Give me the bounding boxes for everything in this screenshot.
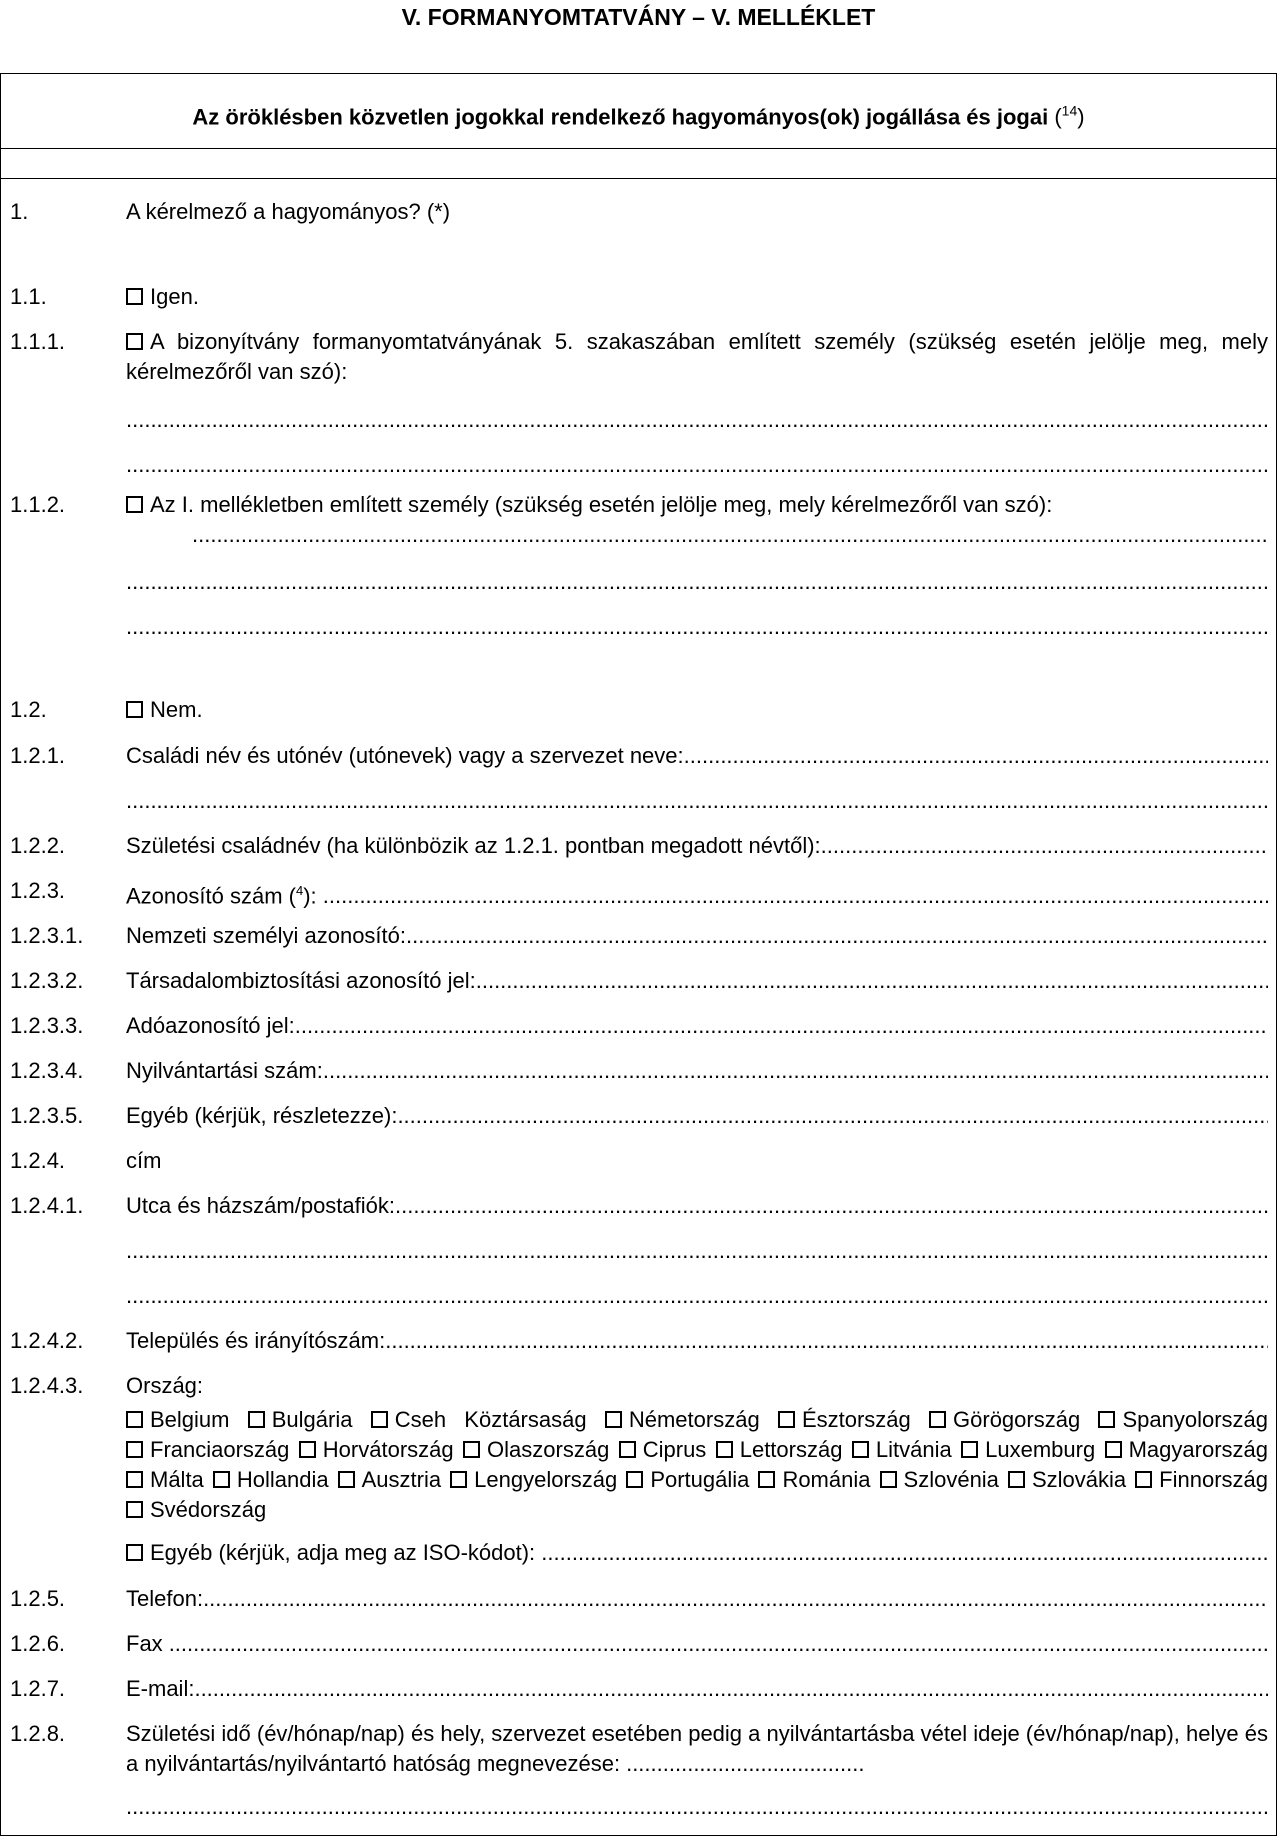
item-number: 1.2.3.2. <box>10 968 84 993</box>
checkbox-other-country[interactable] <box>126 1544 143 1561</box>
country-option[interactable] <box>463 1437 609 1462</box>
country-checkbox[interactable] <box>619 1441 636 1458</box>
country-option[interactable] <box>619 1437 707 1462</box>
dotted-field[interactable] <box>126 520 1268 550</box>
dotted-field[interactable] <box>126 1236 1268 1266</box>
country-label: Finnország <box>1159 1467 1269 1492</box>
country-label: Olaszország <box>487 1437 610 1462</box>
field-fax[interactable]: Fax ..... <box>126 1629 1268 1659</box>
country-label: Németország <box>628 1407 760 1432</box>
checkbox-1-1-1[interactable] <box>126 333 143 350</box>
checkbox-yes[interactable] <box>126 288 143 305</box>
item-number: 1.1.1. <box>10 329 66 354</box>
country-label: Svédország <box>150 1497 267 1522</box>
item-number: 1.1. <box>10 284 47 309</box>
country-checkbox[interactable] <box>1105 1441 1122 1458</box>
dotted-field[interactable] <box>126 405 1268 435</box>
country-option[interactable] <box>126 1437 289 1462</box>
country-checkbox[interactable] <box>126 1441 143 1458</box>
country-label: Belgium <box>150 1407 230 1432</box>
country-checkbox[interactable] <box>299 1441 316 1458</box>
country-checkbox[interactable] <box>880 1471 897 1488</box>
item-number: 1.2.4. <box>10 1148 66 1173</box>
country-option[interactable] <box>450 1467 617 1492</box>
country-checkbox[interactable] <box>778 1411 795 1428</box>
header-footnote: ($^{14}$) <box>1054 103 1085 130</box>
country-checkbox[interactable] <box>450 1471 467 1488</box>
country-option[interactable] <box>371 1407 587 1432</box>
country-label: Horvátország <box>322 1437 454 1462</box>
country-option[interactable] <box>1105 1437 1268 1462</box>
page-title: V. FORMANYOMTATVÁNY – V. MELLÉKLET <box>401 4 876 30</box>
item-number: 1.2.3.5. <box>10 1103 84 1128</box>
country-checkbox[interactable] <box>126 1471 143 1488</box>
field-id-number[interactable]: Azonosító szám ($^4$): ..... <box>126 876 1268 911</box>
country-checkbox[interactable] <box>1008 1471 1025 1488</box>
country-option[interactable] <box>1135 1467 1268 1492</box>
item-number: 1.2.5. <box>10 1586 66 1611</box>
country-label: Bulgária <box>271 1407 353 1432</box>
country-checkbox[interactable] <box>463 1441 480 1458</box>
option-1-1-2: Az I. mellékletben említett személy (szükség esetén jelölje meg, mely kérelmezőről van szó): <box>126 490 1268 520</box>
country-option[interactable] <box>338 1467 441 1492</box>
field-email[interactable]: E-mail: ..... <box>126 1674 1268 1704</box>
country-option[interactable] <box>213 1467 329 1492</box>
country-option[interactable] <box>1008 1467 1126 1492</box>
field-phone[interactable]: Telefon: ..... <box>126 1584 1268 1614</box>
item-number: 1.2. <box>10 697 47 722</box>
country-label: Magyarország <box>1128 1437 1268 1462</box>
country-checkbox[interactable] <box>371 1411 388 1428</box>
country-label: Hollandia <box>236 1467 329 1492</box>
country-label: Luxemburg <box>985 1437 1096 1462</box>
item-number: 1.2.4.1. <box>10 1193 84 1218</box>
country-checkbox[interactable] <box>929 1411 946 1428</box>
item-number: 1.2.3.4. <box>10 1058 84 1083</box>
country-label: Ausztria <box>361 1467 442 1492</box>
checkbox-no[interactable] <box>126 701 143 718</box>
country-checkbox[interactable] <box>961 1441 978 1458</box>
country-option[interactable] <box>778 1407 911 1432</box>
dotted-field[interactable] <box>126 1792 1268 1822</box>
country-label: Spanyolország <box>1122 1407 1268 1432</box>
field-city[interactable]: Település és irányítószám: ..... <box>126 1326 1268 1356</box>
field-name[interactable]: Családi név és utónév (utónevek) vagy a szervezet neve: ..... <box>126 741 1268 771</box>
country-option[interactable] <box>880 1467 999 1492</box>
section-header <box>1 74 1276 149</box>
country-option[interactable] <box>852 1437 952 1462</box>
country-option[interactable] <box>758 1467 870 1492</box>
country-option[interactable] <box>716 1437 843 1462</box>
address-heading: cím <box>126 1148 162 1173</box>
field-registration-number[interactable]: Nyilvántartási szám: ..... <box>126 1056 1268 1086</box>
country-option[interactable] <box>961 1437 1095 1462</box>
country-option[interactable] <box>1098 1407 1268 1432</box>
field-birth-name[interactable]: Születési családnév (ha különbözik az 1.2.1. pontban megadott névtől): ..... <box>126 831 1268 861</box>
country-label: Ciprus <box>642 1437 707 1462</box>
country-label: Lengyelország <box>474 1467 618 1492</box>
dotted-field[interactable] <box>126 786 1268 816</box>
item-number: 1.2.3.3. <box>10 1013 84 1038</box>
field-other-id[interactable]: Egyéb (kérjük, részletezze): ..... <box>126 1101 1268 1131</box>
country-checkbox[interactable] <box>1135 1471 1152 1488</box>
dotted-field[interactable] <box>126 1281 1268 1311</box>
country-option[interactable] <box>248 1407 353 1432</box>
country-option[interactable] <box>126 1497 266 1522</box>
country-option[interactable] <box>126 1467 204 1492</box>
blank-row <box>1 149 1276 179</box>
country-checkbox[interactable] <box>758 1471 775 1488</box>
country-checkbox[interactable] <box>126 1411 143 1428</box>
country-checkbox[interactable] <box>852 1441 869 1458</box>
country-label: Szlovénia <box>903 1467 999 1492</box>
field-other-country[interactable]: Egyéb (kérjük, adja meg az ISO-kódot): ..... <box>126 1538 1268 1568</box>
field-national-id[interactable]: Nemzeti személyi azonosító: ..... <box>126 921 1268 951</box>
dotted-field[interactable] <box>126 612 1268 642</box>
country-label: Görögország <box>953 1407 1081 1432</box>
field-street[interactable]: Utca és házszám/postafiók: ..... <box>126 1191 1268 1221</box>
item-number: 1.2.2. <box>10 833 66 858</box>
option-no: Nem. <box>126 695 1268 725</box>
field-tax-id[interactable]: Adóazonosító jel: ..... <box>126 1011 1268 1041</box>
item-number: 1. <box>10 199 29 224</box>
country-label: Málta <box>150 1467 204 1492</box>
dotted-field[interactable] <box>126 450 1268 480</box>
item-number: 1.2.6. <box>10 1631 66 1656</box>
country-label: Litvánia <box>875 1437 952 1462</box>
country-checkbox[interactable] <box>248 1411 265 1428</box>
item-number: 1.2.7. <box>10 1676 66 1701</box>
country-label: Ország: <box>126 1373 204 1398</box>
item-number: 1.2.3.1. <box>10 923 84 948</box>
country-option[interactable] <box>626 1467 749 1492</box>
country-option[interactable] <box>299 1437 454 1462</box>
country-option[interactable] <box>126 1407 229 1432</box>
country-checkbox[interactable] <box>126 1501 143 1518</box>
section-header-text: Az öröklésben közvetlen jogokkal rendelkező hagyományos(ok) jogállása és jogai <box>192 104 1049 130</box>
country-label: Franciaország <box>150 1437 290 1462</box>
dotted-field[interactable] <box>126 567 1268 597</box>
country-option[interactable] <box>929 1407 1080 1432</box>
question-1: A kérelmező a hagyományos? (*) <box>126 199 451 224</box>
item-number: 1.2.4.2. <box>10 1328 84 1353</box>
country-label: Szlovákia <box>1031 1467 1127 1492</box>
country-checkbox[interactable] <box>1098 1411 1115 1428</box>
country-label: Portugália <box>650 1467 750 1492</box>
item-number: 1.2.4.3. <box>10 1373 84 1398</box>
field-birth-date-place: Születési idő (év/hónap/nap) és hely, szervezet esetében pedig a nyilvántartásba vétel ideje (év/hónap/nap), helye és a nyilvántartás/nyilvántartó hatóság megnevezése:..... <box>126 1719 1268 1779</box>
country-list <box>126 1405 1268 1525</box>
country-checkbox[interactable] <box>716 1441 733 1458</box>
item-number: 1.2.1. <box>10 743 66 768</box>
item-number: 1.2.8. <box>10 1721 66 1746</box>
country-label: Cseh Köztársaság <box>394 1407 587 1432</box>
checkbox-1-1-2[interactable] <box>126 496 143 513</box>
country-label: Románia <box>782 1467 871 1492</box>
option-yes: Igen. <box>126 282 1268 312</box>
item-number: 1.1.2. <box>10 492 66 517</box>
country-checkbox[interactable] <box>626 1471 643 1488</box>
country-option[interactable] <box>605 1407 760 1432</box>
country-checkbox[interactable] <box>605 1411 622 1428</box>
item-number: 1.2.3. <box>10 878 66 903</box>
country-label: Lettország <box>739 1437 843 1462</box>
country-checkbox[interactable] <box>213 1471 230 1488</box>
field-social-security[interactable]: Társadalombiztosítási azonosító jel: ..... <box>126 966 1268 996</box>
country-label: Észtország <box>801 1407 911 1432</box>
country-checkbox[interactable] <box>338 1471 355 1488</box>
option-1-1-1: A bizonyítvány formanyomtatványának 5. szakaszában említett személy (szükség esetén jelölje meg, mely kérelmezőről van szó): <box>126 329 1268 384</box>
